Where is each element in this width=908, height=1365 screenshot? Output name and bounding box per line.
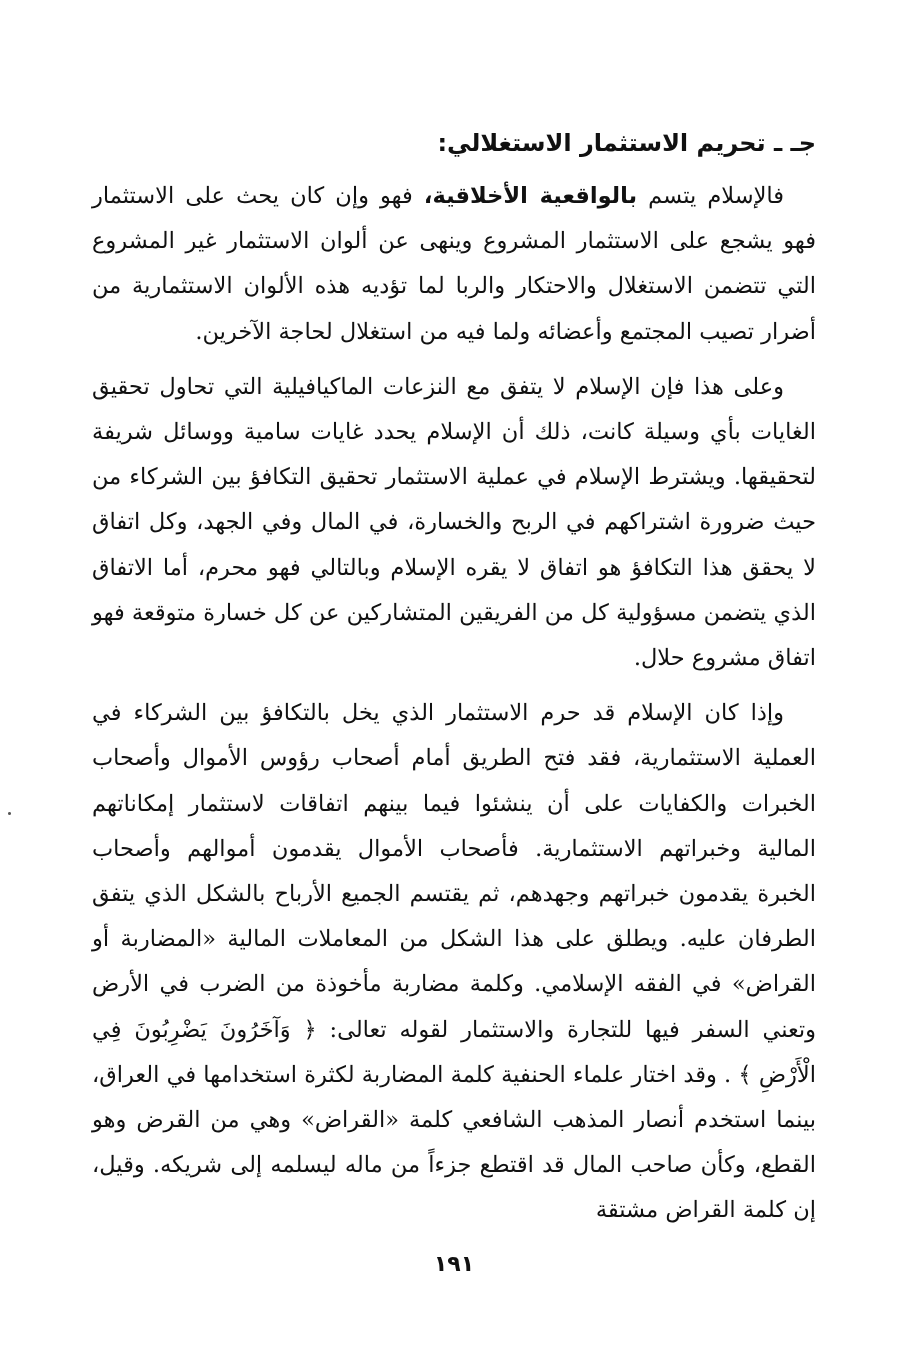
page-number: ١٩١	[433, 1252, 475, 1277]
paragraph-1-rest: فهو وإن كان يحث على الاستثمار فهو يشجع على الاستثمار المشروع وينهى عن ألوان الاستثمار غير المشروع التي تتضمن الاستغلال والاحتكار والربا لما تؤديه هذه الألوان الاستثمارية من أضرار تصيب المجتمع وأعضائه ولما فيه من استغلال لحاجة الآخرين.	[92, 183, 816, 345]
page-body	[92, 118, 816, 1244]
section-heading: جـ ـ تحريم الاستثمار الاستغلالي:	[437, 129, 816, 157]
paragraph-1-emphasis: بالواقعية الأخلاقية،	[423, 183, 638, 209]
paragraph-3: وإذا كان الإسلام قد حرم الاستثمار الذي يخل بالتكافؤ بين الشركاء في العملية الاستثمارية، فقد فتح الطريق أمام أصحاب رؤوس الأموال وأصحاب الخبرات والكفايات على أن ينشئوا فيما بينهم اتفاقات لاستثمار إمكاناتهم المالية وخبراتهم الاستثمارية. فأصحاب الأموال يقدمون أموالهم وأصحاب الخبرة يقدمون خبراتهم وجهدهم، ثم يقتسم الجميع الأرباح بالشكل الذي يتفق الطرفان عليه. ويطلق على هذا الشكل من المعاملات المالية «المضاربة أو القراض» في الفقه الإسلامي. وكلمة مضاربة مأخوذة من الضرب في الأرض وتعني السفر فيها للتجارة والاستثمار لقوله تعالى: ﴿ وَآخَرُونَ يَضْرِبُونَ فِي الْأَرْضِ ﴾ . وقد اختار علماء الحنفية كلمة المضاربة لكثرة استخدامها في العراق، بينما استخدم أنصار المذهب الشافعي كلمة «القراض» وهي من القرض وهو القطع، وكأن صاحب المال قد اقتطع جزءاً من ماله ليسلمه إلى شريكه. وقيل، إن كلمة القراض مشتقة	[92, 700, 816, 1224]
paragraph-1-lead: فالإسلام يتسم	[648, 183, 785, 209]
scan-speck	[8, 812, 11, 815]
paragraph-2: وعلى هذا فإن الإسلام لا يتفق مع النزعات الماكيافيلية التي تحاول تحقيق الغايات بأي وسيلة كانت، ذلك أن الإسلام يحدد غايات سامية ووسائل شريفة لتحقيقها. ويشترط الإسلام في عملية الاستثمار تحقيق التكافؤ بين الشركاء من حيث ضرورة اشتراكهم في الربح والخسارة، في المال وفي الجهد، وكل اتفاق لا يحقق هذا التكافؤ هو اتفاق لا يقره الإسلام وبالتالي فهو محرم، أما الاتفاق الذي يتضمن مسؤولية كل من الفريقين المتشاركين عن كل خسارة متوقعة فهو اتفاق مشروع حلال.	[92, 373, 816, 672]
paragraph-1	[92, 174, 816, 355]
